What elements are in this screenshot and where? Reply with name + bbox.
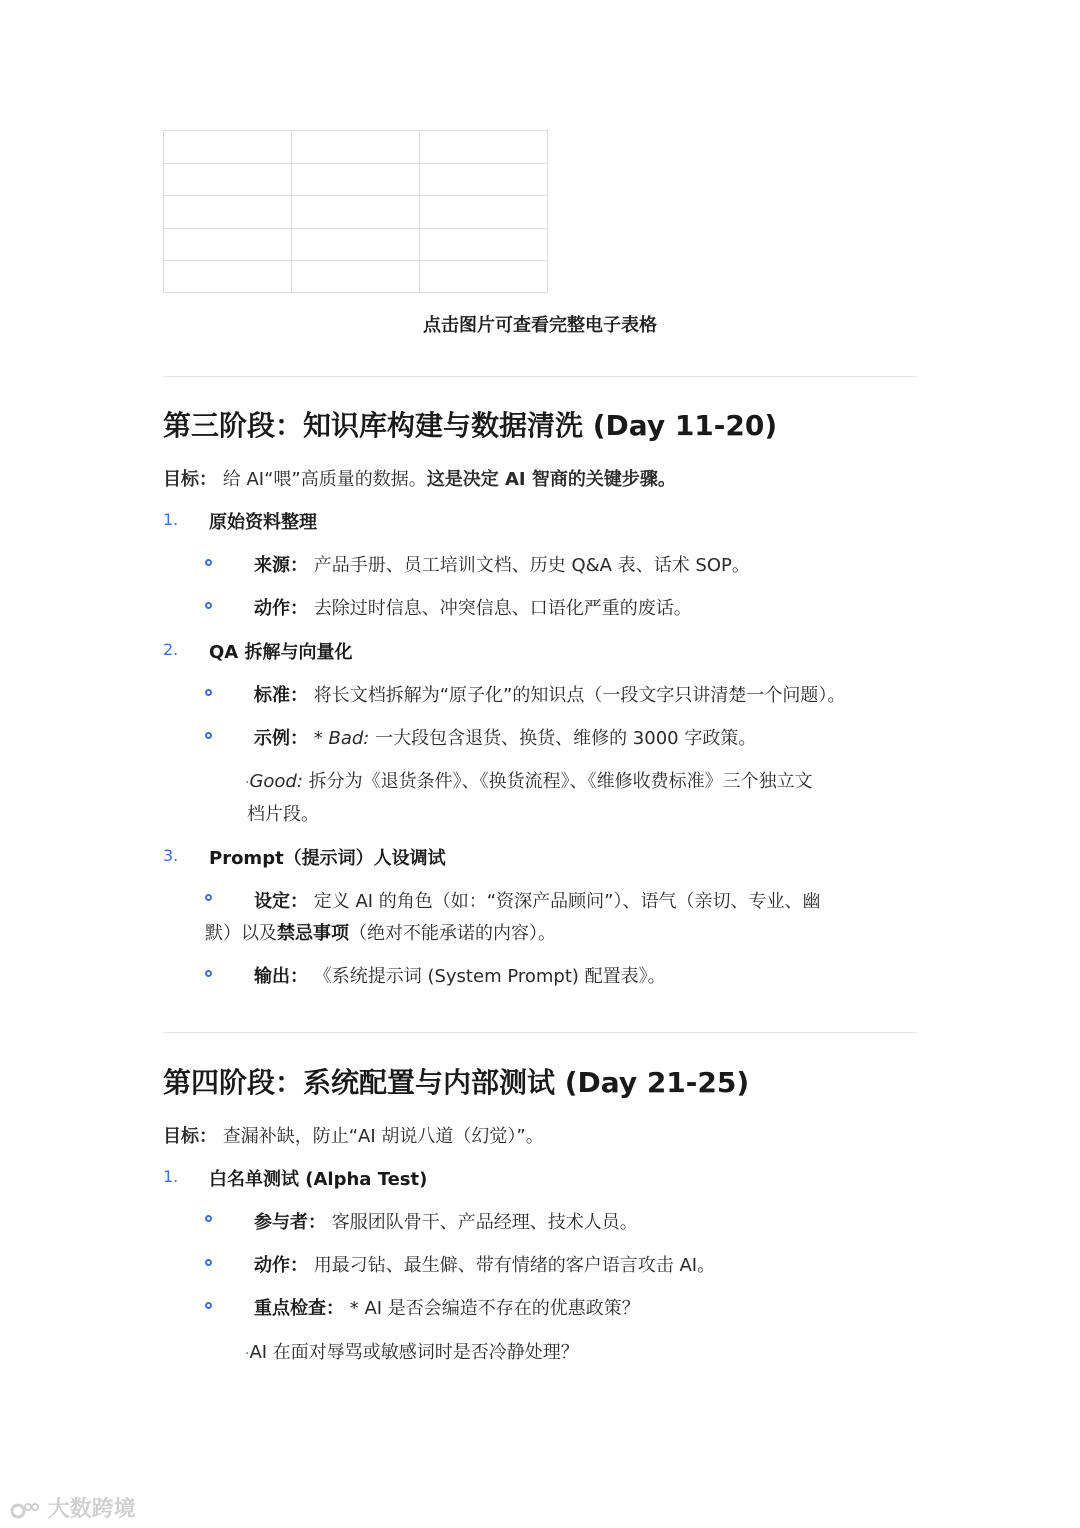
- list-item-title: 原始资料整理: [209, 512, 317, 533]
- image-caption[interactable]: 点击图片可查看完整电子表格: [423, 315, 657, 336]
- sub-item-text: 定义 AI 的角色（如：“资深产品顾问”）、语气（亲切、专业、幽: [313, 891, 821, 912]
- sub-item-text: 默）以及: [205, 923, 277, 944]
- goal-bold-text: 这是决定 AI 智商的关键步骤。: [426, 469, 676, 490]
- bullet-icon: [205, 602, 212, 609]
- sub-item-text: 将长文档拆解为“原子化”的知识点（一段文字只讲清楚一个问题）。: [313, 685, 846, 706]
- grid-line: [164, 228, 547, 229]
- sub-item-text: 《系统提示词 (System Prompt) 配置表》。: [313, 966, 666, 987]
- sub-item-label: 动作：: [254, 598, 308, 619]
- grid-line: [164, 195, 547, 196]
- grid-line: [419, 131, 420, 292]
- sub-item-text: 客服团队骨干、产品经理、技术人员。: [331, 1212, 638, 1233]
- grid-line: [164, 260, 547, 261]
- sub-item-continuation-line2: 档片段。: [247, 804, 319, 825]
- goal-text: 查漏补缺，防止“AI 胡说八道（幻觉）”。: [222, 1126, 544, 1147]
- logo-icon: [10, 1499, 40, 1521]
- list-number: 2.: [163, 640, 179, 659]
- sub-item-text: 一大段包含退货、换货、维修的 3000 字政策。: [369, 728, 757, 749]
- section-3-title: 第三阶段：知识库构建与数据清洗 (Day 11-20): [163, 409, 778, 442]
- sub-item-prefix: *: [313, 728, 329, 749]
- small-dot-icon: ·: [245, 1346, 250, 1362]
- sub-item: [254, 1294, 640, 1320]
- sub-item: [254, 1251, 715, 1277]
- sub-item: [254, 551, 750, 577]
- spreadsheet-preview-image[interactable]: [163, 130, 548, 293]
- list-item-title: 白名单测试 (Alpha Test): [209, 1169, 428, 1190]
- sub-item: [254, 962, 666, 988]
- sub-item-italic: Good:: [249, 771, 303, 792]
- grid-line: [291, 131, 292, 292]
- sub-item-text: 用最刁钻、最生僻、带有情绪的客户语言攻击 AI。: [313, 1255, 716, 1276]
- sub-item-label: 来源：: [254, 555, 308, 576]
- list-number: 1.: [163, 510, 179, 529]
- bullet-icon: [205, 1302, 212, 1309]
- sub-item-label: 示例：: [254, 728, 308, 749]
- bullet-icon: [205, 970, 212, 977]
- sub-item-label: 输出：: [254, 966, 308, 987]
- goal-label: 目标：: [163, 469, 217, 490]
- sub-item-text: * AI 是否会编造不存在的优惠政策？: [349, 1298, 640, 1319]
- sub-item: [254, 594, 692, 620]
- watermark-logo: [10, 1492, 136, 1523]
- sub-item-text: 拆分为《退货条件》、《换货流程》、《维修收费标准》三个独立文: [302, 771, 813, 792]
- sub-item-continuation: [245, 1338, 579, 1364]
- bullet-icon: [205, 1215, 212, 1222]
- sub-item-label: 参与者：: [254, 1212, 326, 1233]
- sub-item-text: （绝对不能承诺的内容）。: [349, 923, 556, 944]
- goal-text: 给 AI“喂”高质量的数据。: [222, 469, 427, 490]
- bullet-icon: [205, 732, 212, 739]
- sub-item-label: 设定：: [254, 891, 308, 912]
- bullet-icon: [205, 1259, 212, 1266]
- list-item-title: QA 拆解与向量化: [209, 642, 353, 663]
- divider: [163, 1032, 917, 1033]
- bullet-icon: [205, 894, 212, 901]
- sub-item-text: 产品手册、员工培训文档、历史 Q&A 表、话术 SOP。: [313, 555, 750, 576]
- sub-item-continuation: [245, 767, 813, 793]
- sub-item: [254, 724, 756, 750]
- small-dot-icon: ·: [245, 775, 250, 791]
- sub-item-label: 动作：: [254, 1255, 308, 1276]
- grid-line: [164, 163, 547, 164]
- bullet-icon: [205, 689, 212, 696]
- divider: [163, 376, 917, 377]
- bullet-icon: [205, 559, 212, 566]
- goal-label: 目标：: [163, 1126, 217, 1147]
- sub-item-italic: Bad:: [328, 728, 370, 749]
- sub-item-text: AI 在面对辱骂或敏感词时是否冷静处理？: [249, 1342, 579, 1363]
- sub-item-continuation: [205, 919, 556, 945]
- watermark-text: 大数跨境: [47, 1497, 136, 1522]
- sub-item: [254, 887, 820, 913]
- sub-item-label: 重点检查：: [254, 1298, 344, 1319]
- section-3-goal: [163, 465, 676, 491]
- section-4-title: 第四阶段：系统配置与内部测试 (Day 21-25): [163, 1066, 750, 1099]
- sub-item-bold: 禁忌事项: [277, 923, 349, 944]
- sub-item: [254, 1208, 638, 1234]
- sub-item-text: 去除过时信息、冲突信息、口语化严重的废话。: [313, 598, 692, 619]
- list-number: 3.: [163, 846, 179, 865]
- list-item-title: Prompt（提示词）人设调试: [209, 848, 446, 869]
- sub-item-label: 标准：: [254, 685, 308, 706]
- section-4-goal: [163, 1122, 544, 1148]
- sub-item: [254, 681, 845, 707]
- list-number: 1.: [163, 1167, 179, 1186]
